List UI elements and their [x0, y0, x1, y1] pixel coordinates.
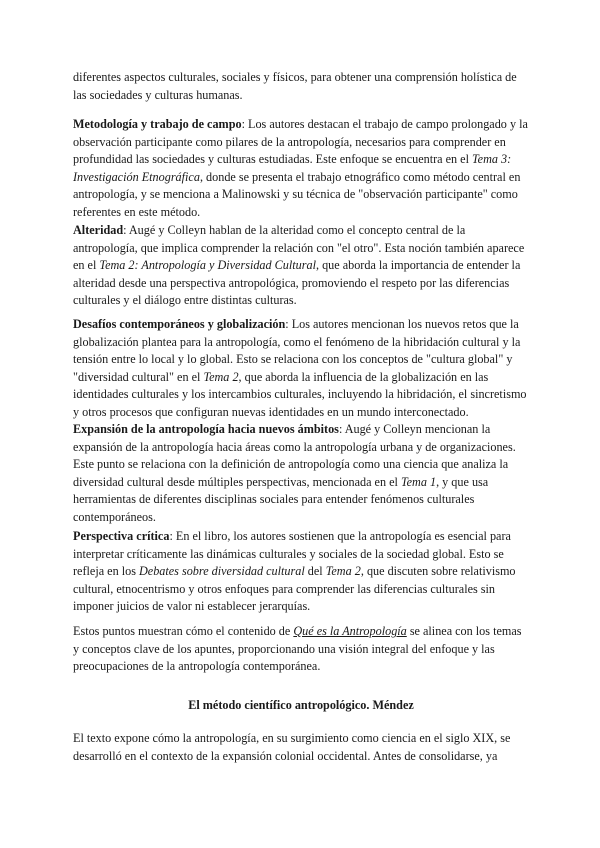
ref-tema-2: Tema 2	[325, 564, 361, 579]
paragraph-metodologia: Metodología y trabajo de campo: Los autores destacan el trabajo de campo prolongado y la observación participante como pilares de la antropología, necesarios para comprender en profundidad las sociedades y culturas estudiadas. Este enfoque se encuentra en el Tema 3: Investigación Etnográfica, donde se presenta el trabajo etnográfico como método central en antropología, y se menciona a Malinowski y su técnica de "observación participante" como referentes en este método.	[73, 117, 528, 219]
term-perspectiva-critica: Perspectiva crítica	[73, 529, 170, 543]
ref-tema-2: Tema 2	[203, 369, 239, 384]
paragraph-metodo-cientifico: El texto expone cómo la antropología, en su surgimiento como ciencia en el siglo XIX, se desarrolló en el contexto de la expansión colonial occidental. Antes de consolidarse, ya	[73, 731, 511, 763]
term-expansion: Expansión de la antropología hacia nuevos ámbitos	[73, 422, 339, 436]
paragraph-expansion: Expansión de la antropología hacia nuevos ámbitos: Augé y Colleyn mencionan la expansión de la antropología hacia áreas como la antropología urbana y de organizaciones. Este punto se relaciona con la definición de antropología como una ciencia que analiza la diversidad cultural desde múltiples perspectivas, mencionada en el Tema 1, y que usa herramientas de diferentes disciplinas sociales para entender fenómenos culturales contemporáneos.	[73, 422, 516, 524]
paragraph-alteridad: Alteridad: Augé y Colleyn hablan de la alteridad como el concepto central de la antropología, que implica comprender la relación con "el otro". Esta noción también aparece en el Tema 2: Antropología y Diversidad Cultural, que aborda la importancia de entender la alteridad desde una perspectiva antropológica, promoviendo el respeto por las diferencias culturales y el diálogo entre distintas culturas.	[73, 223, 525, 308]
paragraph-desafios: Desafíos contemporáneos y globalización: Los autores mencionan los nuevos retos que la globalización plantea para la antropología, como el fenómeno de la hibridación cultural y la tensión entre lo local y lo global. Esto se relaciona con los conceptos de "cultura global" y "diversidad cultural" en el Tema 2, que aborda la influencia de la globalización en las identidades culturales y los intercambios culturales, incluyendo la hibridación, el sincretismo y otros procesos que configuran nuevas identidades en un mundo interconectado.	[73, 317, 527, 419]
paragraph-perspectiva-critica: Perspectiva crítica: En el libro, los autores sostienen que la antropología es esencial para interpretar críticamente las dinámicas culturales y sociales de la sociedad global. Esto se refleja en los Debates sobre diversidad cultural del Tema 2, que discuten sobre relativismo cultural, etnocentrismo y otros enfoques para comprender las diferencias culturales sin imponer juicios de valor ni establecer jerarquías.	[73, 529, 516, 614]
term-metodologia: Metodología y trabajo de campo	[73, 117, 242, 131]
ref-tema-2: Tema 2: Antropología y Diversidad Cultural	[99, 258, 316, 273]
paragraph-conclusion: Estos puntos muestran cómo el contenido de Qué es la Antropología se alinea con los temas y conceptos clave de los apuntes, proporcionando una visión integral del enfoque y las preocupaciones de la antropología contemporánea.	[73, 624, 522, 674]
section-heading: El método científico antropológico. Méndez	[188, 698, 414, 712]
ref-tema-3: Tema 3: Investigación Etnográfica	[73, 152, 512, 184]
ref-tema-1: Tema 1	[400, 474, 437, 489]
ref-book-title: Qué es la Antropología	[293, 624, 407, 638]
ref-debates: Debates sobre diversidad cultural	[138, 564, 305, 579]
term-alteridad: Alteridad	[73, 223, 124, 237]
term-desafios: Desafíos contemporáneos y globalización	[73, 317, 286, 331]
paragraph-intro-continuation: diferentes aspectos culturales, sociales y físicos, para obtener una comprensión holística de las sociedades y culturas humanas.	[73, 70, 517, 102]
